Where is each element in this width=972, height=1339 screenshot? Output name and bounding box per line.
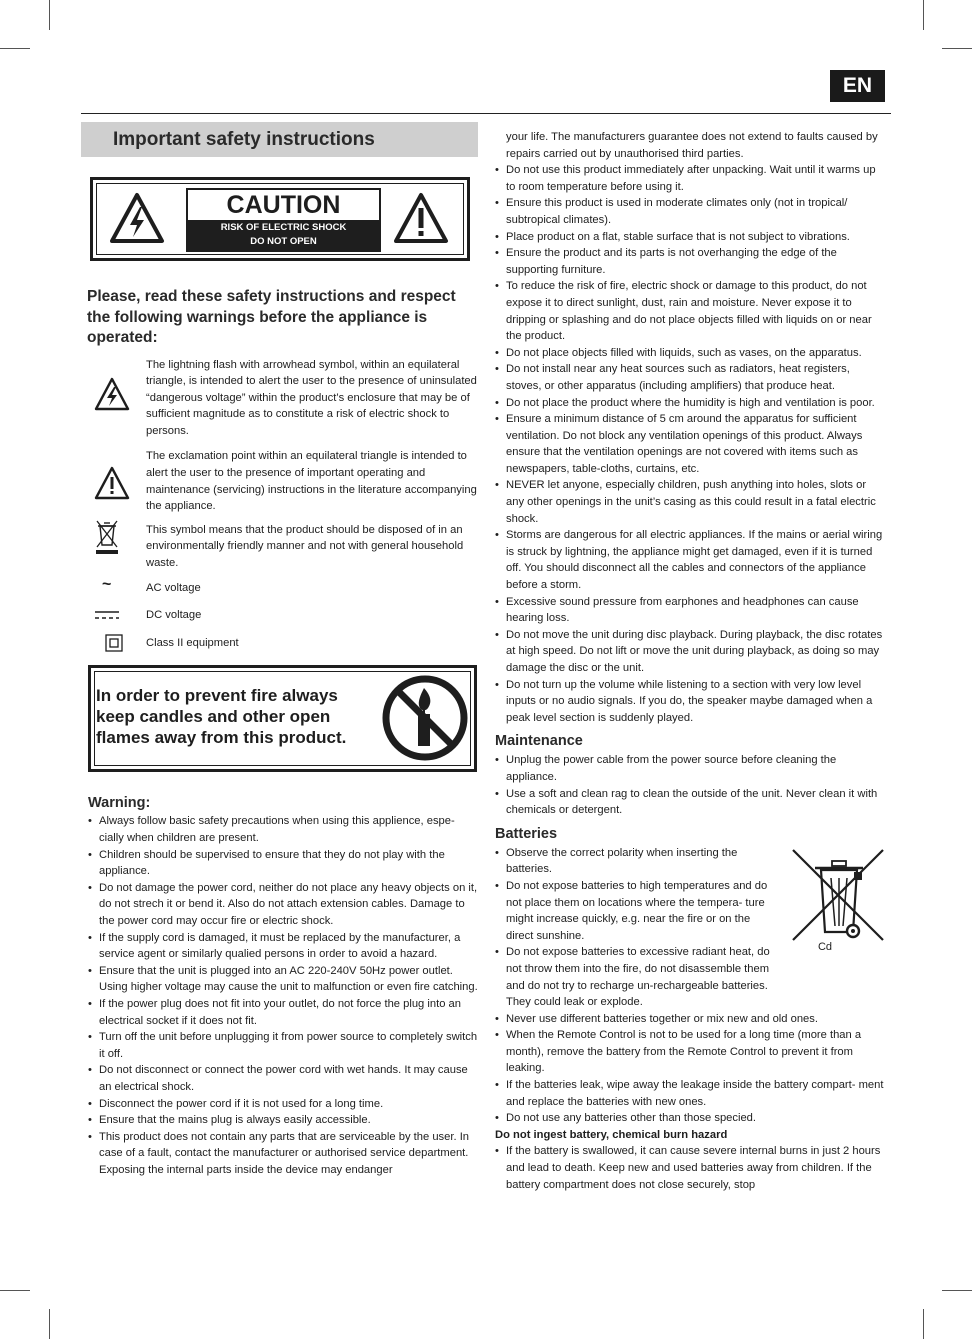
- symbol-row: [146, 635, 478, 652]
- list-item: • Do not damage the power cord, neither do not place any heavy objects on it, do not strech it or bend it. Also do not attach extension cables. Damage to the power cord may occur fire or electric shock.: [88, 880, 478, 930]
- list-item: • Disconnect the power cord if it is not used for a long time.: [88, 1096, 478, 1113]
- list-item: • Storms are dangerous for all electric appliances. If the mains or aerial wiring is struck by lightning, the appliance might get damaged, even if it is turned off. You should disconnect all the cables and connectors of the appliance before a storm.: [495, 527, 885, 593]
- batteries-section: [495, 826, 885, 1193]
- crop-mark: [49, 0, 50, 30]
- list-item: • Do not install near any heat sources such as radiators, heat registers, stoves, or other apparatus (including amplifiers) that produce heat.: [495, 361, 885, 394]
- intro-heading: Please, read these safety instructions and respect the following warnings before the appliance is operated:: [87, 288, 456, 346]
- warning-heading: Warning:: [88, 795, 151, 812]
- list-item: • Ensure the product and its parts is not overhanging the edge of the supporting furniture.: [495, 245, 885, 278]
- list-item: • Children should be supervised to ensure that they do not play with the appliance.: [88, 847, 478, 880]
- caution-line-1: RISK OF ELECTRIC SHOCK: [220, 222, 347, 233]
- continued-text: your life. The manufacturers guarantee does not extend to faults caused by repairs carried out by unauthorised third parties.: [506, 131, 878, 160]
- symbol-description: The lightning flash with arrowhead symbol, within an equilateral triangle, is intended to alert the user to the presence of uninsulated “dangerous voltage” within the product’s enclosure that may be of sufficient magnitude as to constitute a risk of electric shock to persons.: [146, 358, 477, 437]
- list-item: • If the power plug does not fit into your outlet, do not force the plug into an electrical socket if it does not fit.: [88, 996, 478, 1029]
- symbol-row: [146, 448, 478, 514]
- batteries-list: [495, 1011, 885, 1127]
- symbol-row: [146, 607, 478, 624]
- crossed-bin-icon: [94, 518, 120, 556]
- list-item: • Ensure this product is used in moderate climates only (not in tropical/ subtropical climates).: [495, 195, 885, 228]
- list-item: • Do not expose batteries to high temperatures and do not place them on locations where the tempera- ture might increase quickly, e.g. near the fire or on the direct sunshine.: [495, 878, 777, 944]
- list-item: • Do not turn up the volume while listening to a section with very low level inputs or no audio signals. If you do, the speaker maybe damaged when a peak level section is suddenly played.: [495, 677, 885, 727]
- class-ii-icon: [105, 634, 123, 652]
- left-column: [81, 122, 478, 1178]
- list-item: • When the Remote Control is not to be used for a long time (more than a month), remove the battery from the Remote Control to prevent it from leaking.: [495, 1027, 885, 1077]
- exclamation-triangle-icon: [393, 192, 449, 244]
- exclamation-triangle-icon: [94, 466, 130, 500]
- symbol-row: [102, 575, 478, 597]
- list-item: • Use a soft and clean rag to clean the outside of the unit. Never clean it with chemicals or detergent.: [495, 786, 885, 819]
- no-open-flame-icon: [381, 674, 469, 762]
- ac-voltage-icon: ~: [102, 575, 112, 593]
- list-item: • If the supply cord is damaged, it must be replaced by the manufacturer, a service agent or similarly qualied persons in order to avoid a hazard.: [88, 930, 478, 963]
- list-item: • Ensure that the mains plug is always easily accessible.: [88, 1112, 478, 1129]
- symbol-description: This symbol means that the product should be disposed of in an environmentally friendly manner and not with general household waste.: [146, 523, 464, 570]
- crop-mark: [942, 1290, 972, 1291]
- list-item: • Excessive sound pressure from earphones and headphones can cause hearing loss.: [495, 594, 885, 627]
- symbol-description: AC voltage: [146, 581, 201, 594]
- fire-warning-box: [88, 665, 477, 772]
- crop-mark: [49, 1309, 50, 1339]
- right-column: [495, 129, 885, 1193]
- warning-list: [88, 813, 478, 1178]
- lightning-triangle-icon: [94, 377, 130, 411]
- list-item: • Place product on a flat, stable surface that is not subject to vibrations.: [495, 229, 885, 246]
- battery-hazard-list: [495, 1143, 885, 1193]
- caution-word: CAUTION: [188, 190, 379, 220]
- list-item: • If the batteries leak, wipe away the leakage inside the battery compart- ment and replace the batteries with new ones.: [495, 1077, 885, 1110]
- lightning-triangle-icon: [109, 192, 165, 244]
- dc-voltage-icon: [94, 610, 120, 620]
- battery-hazard-heading: Do not ingest battery, chemical burn hazard: [495, 1128, 728, 1141]
- list-item: • Do not move the unit during disc playback. During playback, the disc rotates at high speed. Do not lift or move the unit during playback, as doing so may damage the disc or the unit.: [495, 627, 885, 677]
- list-item: • Do not place the product where the humidity is high and ventilation is poor.: [495, 395, 885, 412]
- list-item: • Never use different batteries together or mix new and old ones.: [495, 1011, 885, 1028]
- safety-list: [495, 162, 885, 726]
- fire-warning-text: In order to prevent fire always keep candles and other open flames away from this product.: [96, 686, 347, 748]
- list-item: • Ensure a minimum distance of 5 cm around the apparatus for sufficient ventilation. Do not block any ventilation openings of this product. Always ensure that the ventilation openings are not covered with items such as newspapers, table-cloths, curtains, etc.: [495, 411, 885, 477]
- list-item: • If the battery is swallowed, it can cause severe internal burns in just 2 hours and lead to death. Keep new and used batteries away from children. If the battery compartment does not close securely, stop: [495, 1143, 885, 1193]
- caution-line-2: DO NOT OPEN: [250, 235, 317, 247]
- page-title: Important safety instructions: [81, 122, 478, 157]
- crop-mark: [942, 48, 972, 49]
- list-item: • Unplug the power cable from the power source before cleaning the appliance.: [495, 752, 885, 785]
- symbol-description: The exclamation point within an equilateral triangle is intended to alert the user to the presence of important operating and maintenance (servicing) instructions in the literature accompanying the appliance.: [146, 450, 477, 513]
- list-item: • To reduce the risk of fire, electric shock or damage to this product, do not expose it to direct sunlight, dust, rain and moisture. Never expose it to dripping or splashing and do not place objects filled with liquids on or near the product.: [495, 278, 885, 344]
- list-item: • Do not use this product immediately after unpacking. Wait until it warms up to room temperature before using it.: [495, 162, 885, 195]
- language-badge: EN: [830, 70, 885, 102]
- list-item: • Observe the correct polarity when inserting the batteries.: [495, 845, 777, 878]
- list-item: • Do not use any batteries other than those specied.: [495, 1110, 885, 1127]
- list-item: • Do not disconnect or connect the power cord with wet hands. It may cause an electrical shock.: [88, 1062, 478, 1095]
- maintenance-heading: Maintenance: [495, 733, 583, 750]
- crop-mark: [923, 1309, 924, 1339]
- list-item: • This product does not contain any parts that are serviceable by the user. In case of a fault, contact the manufacturer or authorised service department. Exposing the internal parts inside the device may endanger: [88, 1129, 478, 1179]
- caution-label-box: [90, 177, 470, 261]
- crop-mark: [923, 0, 924, 30]
- batteries-list: [495, 845, 777, 1011]
- symbol-description: Class II equipment: [146, 636, 239, 649]
- cadmium-label: Cd: [817, 940, 833, 953]
- crop-mark: [0, 1290, 30, 1291]
- crossed-bin-icon: [791, 848, 885, 944]
- battery-disposal-symbol: [791, 848, 885, 966]
- list-item: • NEVER let anyone, especially children, push anything into holes, slots or any other openings in the unit’s casing as this could result in a fatal electric shock.: [495, 477, 885, 527]
- list-item: • Do not expose batteries to excessive radiant heat, do not throw them into the fire, do not disassemble them and do not try to recharge un-rechargeable batteries. They could leak or explode.: [495, 944, 777, 1010]
- batteries-heading: Batteries: [495, 825, 558, 842]
- crop-mark: [0, 48, 30, 49]
- symbol-row: [146, 522, 478, 572]
- symbol-description: DC voltage: [146, 609, 202, 622]
- header-rule: [81, 113, 891, 114]
- list-item: • Do not place objects filled with liquids, such as vases, on the apparatus.: [495, 345, 885, 362]
- list-item: • Ensure that the unit is plugged into an AC 220-240V 50Hz power outlet. Using higher voltage may cause the unit to malfunction or even fire catching.: [88, 963, 478, 996]
- symbol-row: [146, 357, 478, 440]
- list-item: • Turn off the unit before unplugging it from power source to completely switch it off.: [88, 1029, 478, 1062]
- maintenance-list: [495, 752, 885, 818]
- caution-label: [186, 188, 381, 252]
- list-item: • Always follow basic safety precautions when using this applience, espe- cially when children are present.: [88, 813, 478, 846]
